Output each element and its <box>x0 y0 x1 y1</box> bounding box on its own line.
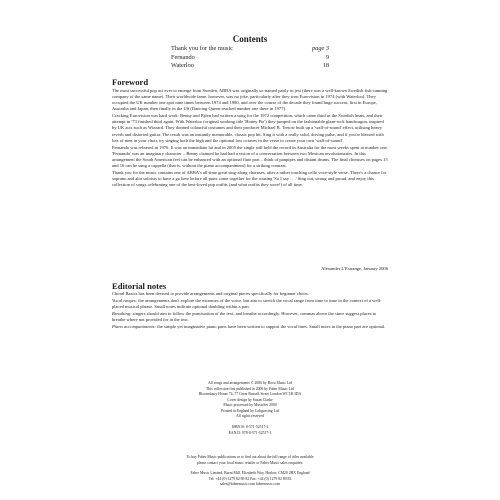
foreword-paragraph: Fernando was released in 1976. It was an immediate hit and in 2005 the single still held the record in Australia for the most weeks spent at number one. 'Fernando' was an imaginary character – Benny claimed he had had a vision of a conversation between two Mexican revolutionaries. In this arrangement the South American feel can be enhanced with an optional flute part – think of panpipes and distant drums. The final choruses on pages 15 and 16 can be sung a cappella (that is, without the piano accompaniment) for a striking contrast. <box>112 144 388 168</box>
foreword-paragraph: Cracking Eurovision was hard work: Benny and Björn had written a song for the 1972 competition, which came third in the Swedish heats, and their attempt in '73 finished third again. With Waterloo (original working title 'Honey Pie') they jumped on the fashionable glam-rock bandwagon, inspired by UK acts such as Wizzard. They donned colourful costumes and their producer Michael B. Tretow built up a 'wall-of-sound' effect, utilising heavy reverb and distorted guitar. The result was an instantly memorable, classic pop hit. Sing it with a really solid, driving pulse, and if you're blessed with lots of men in your choir, try singing both the high and the optional low octaves in the verse to create your own 'wall-of-sound'. <box>112 113 384 143</box>
editorial-label: Vocal ranges: <box>112 297 138 303</box>
toc-item-page: 18 <box>322 62 329 69</box>
purchase-note-line: To buy Faber Music publications or to find out about the full range of titles available <box>186 455 314 459</box>
editorial-text: the simple yet imaginative piano parts have been written to support the vocal lines. Small notes in the piano part are optional. <box>156 324 386 330</box>
credit-line: All songs and arrangements © 2006 by Bocu Music Ltd <box>208 381 292 385</box>
editorial-text: the arrangements don't explore the extremes of the voice, but aim to stretch the vocal range from time to time in the context of a well-placed musical phrase. Small notes indicate optional doubling within a part. <box>112 297 382 310</box>
credit-line: Printed in England by Caligraving Ltd <box>221 408 279 413</box>
foreword-paragraph: The most successful pop act ever to emerge from Sweden, ABBA was originally so-named partly in jest (there was a well-known Swedish fish-canning company of the same name). Their worldwide fame, however, was no joke, particularly after they won Eurovision in 1974 (with Waterloo). They occupied the UK number one spot nine times between 1974 and 1980, and over the course of the decade they found huge success, first in Europe, Australia and Japan, then finally in the US (Dancing Queen reached number one there in 1977). <box>112 88 388 112</box>
editorial-label: Breathing: <box>112 311 132 317</box>
purchase-note <box>0 455 500 466</box>
table-of-contents <box>171 45 329 71</box>
editorial-text: singers should aim to follow the punctuation of the text, and breathe accordingly. However, commas above the stave suggest places to breathe where not provided for in the text. <box>112 311 377 323</box>
isbn-line: ISBN10: 0-571-52517-2 <box>231 425 269 430</box>
foreword-body <box>112 88 388 189</box>
foreword-paragraph: Thank you for the music contains one of ABBA's all-time great sing-along choruses, after a rather touching cello voce-style verse. There's a chance for soprano and alto soloists to have a go here before all parts come together for the rousing 'So I say . . .' Sing out, strong and proud, and enjoy this collection of songs celebrating one of the best-loved pop outfits (and what outfits they wore!) of all time. <box>112 169 387 188</box>
credit-line: All rights reserved <box>236 414 264 419</box>
editorial-body <box>112 291 388 331</box>
editorial-paragraph: Choral Basics has been devised to provide arrangements and original pieces specifically for beginner choirs. <box>112 291 310 296</box>
foreword-signoff: Alexander L'Estrange, January 2006 <box>321 266 388 271</box>
contact-line: Tel: +44 (0) 1279 82 89 82 Fax: +44 (0) 1279 82 89 83 <box>208 476 292 481</box>
publication-credits <box>0 381 500 436</box>
credit-line: Bloomsbury House 74–77 Great Russell Street London WC1B 3DA <box>198 392 302 397</box>
publisher-address <box>0 471 500 488</box>
credit-line: Music processed by MusicSet 2000 <box>223 403 277 408</box>
toc-item <box>171 45 329 54</box>
web-line: sales@fabermusic.com fabermusic.com <box>220 482 280 487</box>
toc-item-title: Thank you for the music <box>171 45 233 52</box>
editorial-heading: Editorial notes <box>112 281 167 291</box>
toc-item <box>171 54 329 63</box>
credit-line: Cover design by Susan Clarke <box>227 397 273 402</box>
toc-item-title: Waterloo <box>171 62 194 69</box>
toc-item <box>171 62 329 71</box>
editorial-paragraph <box>112 324 388 330</box>
foreword-heading: Foreword <box>112 77 149 87</box>
toc-item-page: page 3 <box>312 45 329 52</box>
editorial-label: Piano accompaniments: <box>112 324 157 330</box>
credit-line: This collection first published in 2006 by Faber Music Ltd <box>206 386 294 391</box>
purchase-note-line: please contact your local music retailer or Faber Music sales enquiries: <box>196 460 304 465</box>
editorial-paragraph <box>112 298 388 310</box>
toc-item-title: Fernando <box>171 53 195 61</box>
ean-line: EAN13: 978-0-571-52517-1 <box>228 430 272 435</box>
editorial-paragraph <box>112 311 388 323</box>
toc-item-page: 9 <box>325 53 329 61</box>
address-line: Faber Music Limited, Burnt Mill, Elizabeth Way, Harlow, CM20 2HX England <box>190 471 310 475</box>
contents-title: Contents <box>232 34 268 44</box>
